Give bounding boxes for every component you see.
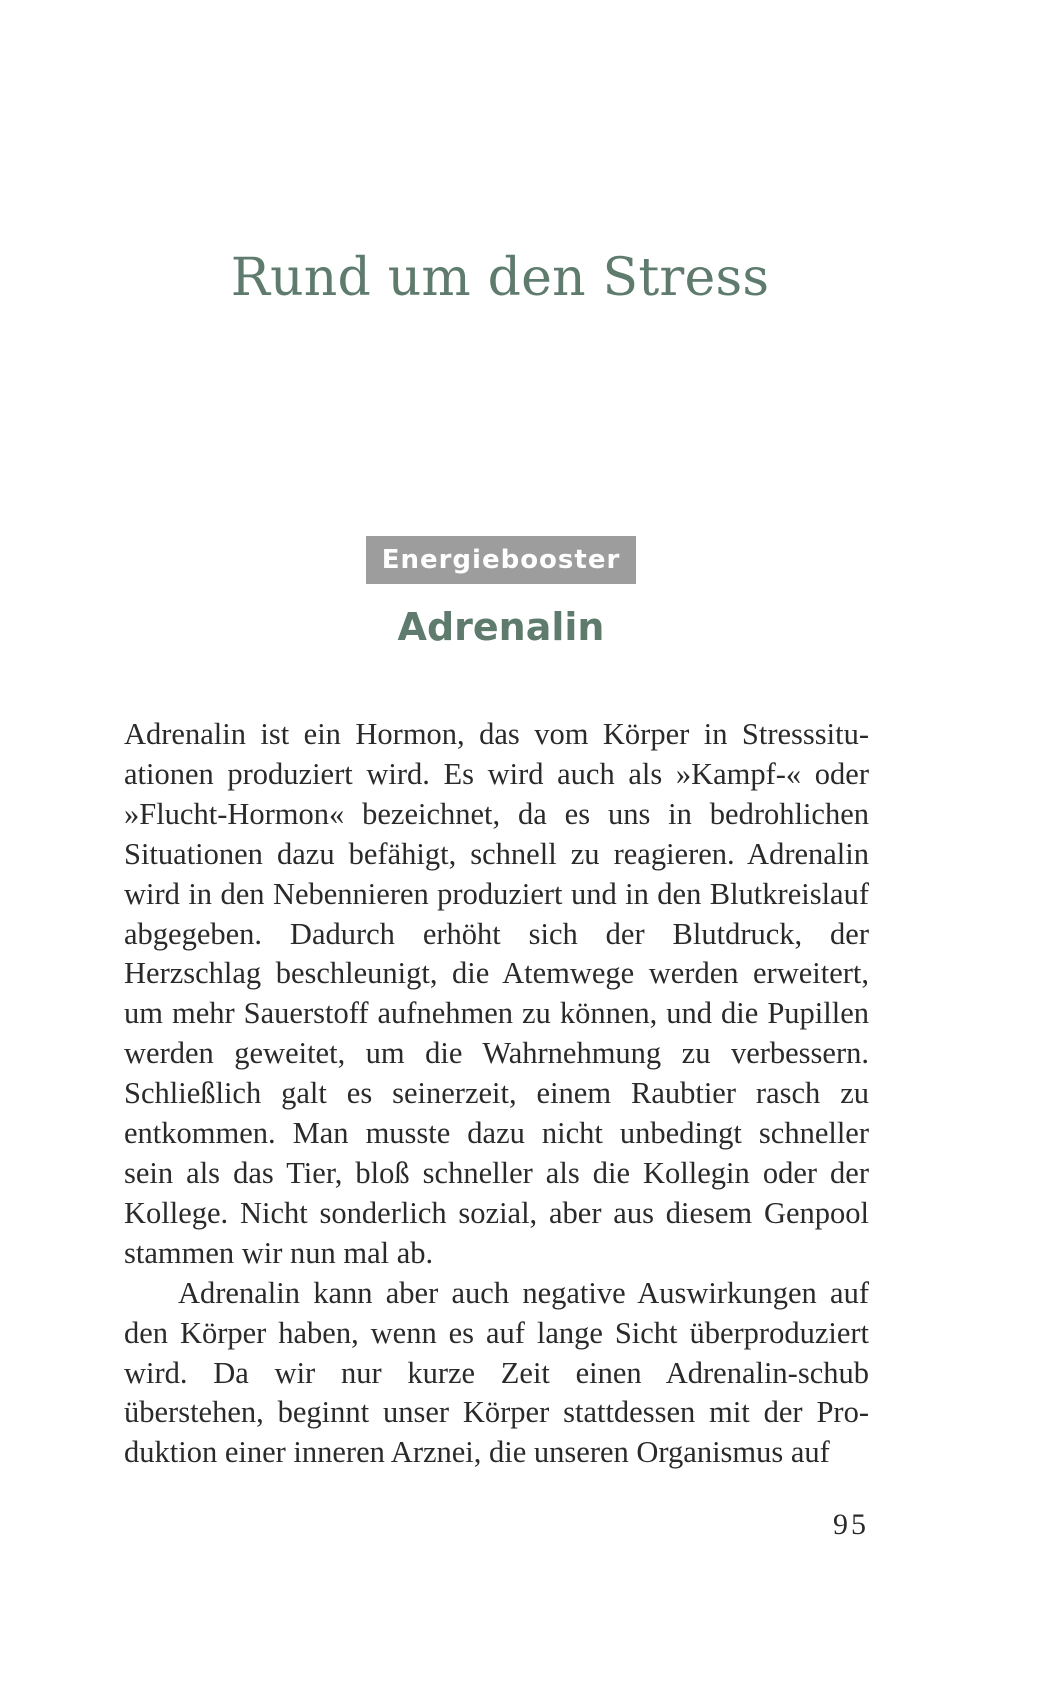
- paragraph: Adrenalin ist ein Hormon, das vom Körper in Stresssituationen produziert wird. Es wird auch als »Kampf-« oder »Flucht-Hormon« bezeichnet, da es uns in bedrohlichen Situationen dazu befähigt, schnell zu reagieren. Adrenalin wird in den Nebennieren produziert und in den Blutkreislauf abgegeben. Dadurch erhöht sich der Blutdruck, der Herzschlag beschleunigt, die Atemwege werden erweitert, um mehr Sauerstoff aufnehmen zu können, und die Pupillen werden geweitet, um die Wahrnehmung zu verbessern. Schließlich galt es seinerzeit, einem Raubtier rasch zu entkommen. Man musste dazu nicht unbedingt schneller sein als das Tier, bloß schneller als die Kollegin oder der Kollege. Nicht sonderlich sozial, aber aus diesem Genpool stammen wir nun mal ab.: [124, 717, 869, 1270]
- section-badge-label: Energiebooster: [381, 545, 621, 575]
- page-number: 95: [833, 1508, 869, 1541]
- paragraph: Adrenalin kann aber auch negative Auswirkungen auf den Körper haben, wenn es auf lange Sicht überproduziert wird. Da wir nur kurze Zeit einen Adrenalin-schub überstehen, beginnt unser Körper stattdessen mit der Produktion einer inneren Arznei, die unseren Organismus auf: [124, 1275, 869, 1470]
- chapter-title: Rund um den Stress: [230, 248, 770, 308]
- section-title: Adrenalin: [397, 605, 605, 649]
- body-text: [124, 715, 869, 1473]
- section-badge: [366, 536, 636, 584]
